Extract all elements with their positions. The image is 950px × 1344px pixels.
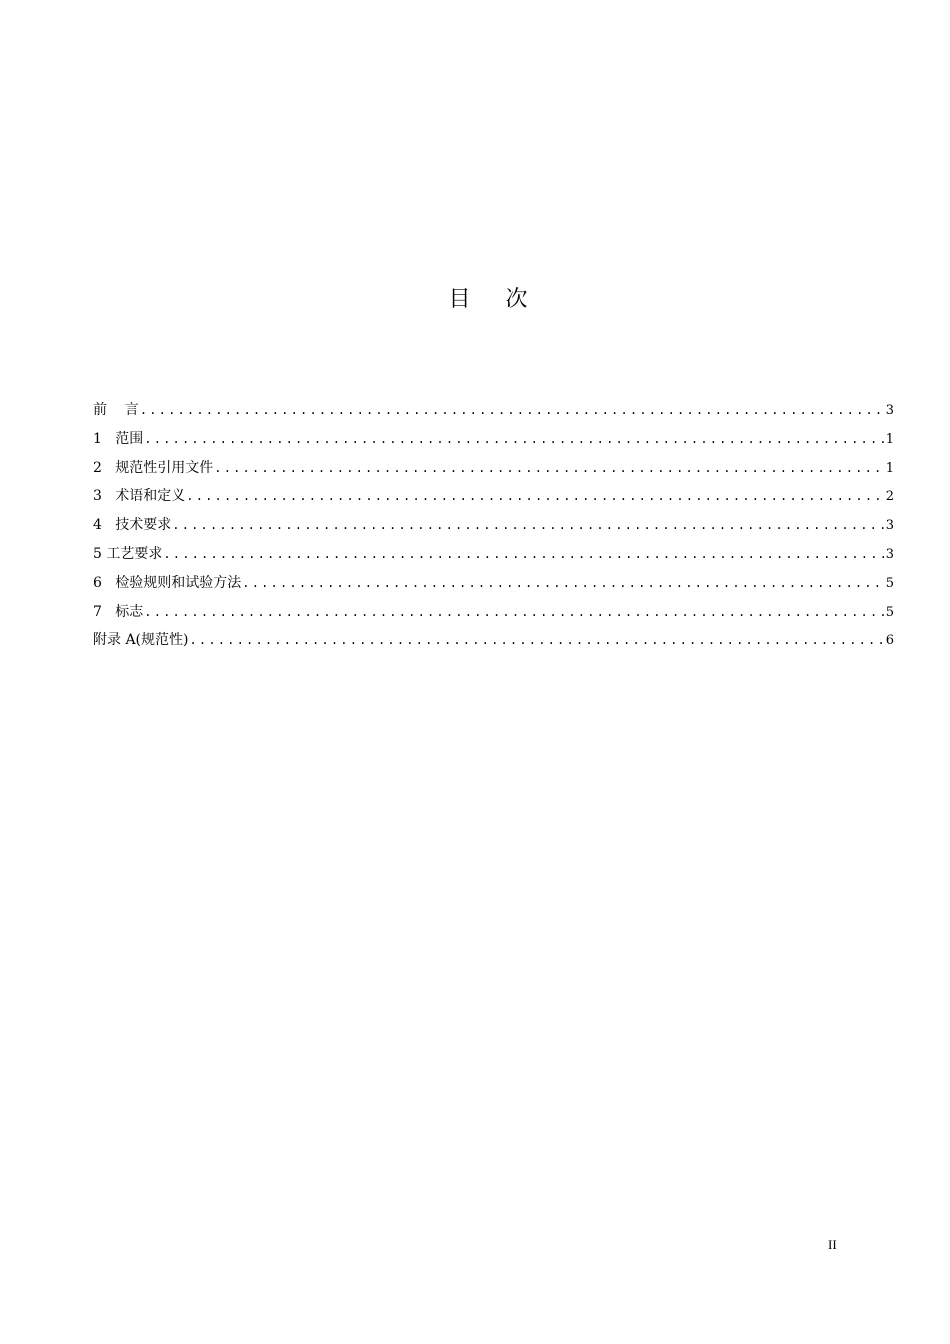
toc-dot-leader <box>163 540 883 569</box>
toc-dot-leader <box>144 598 883 627</box>
toc-entry-page: 1 <box>885 431 894 447</box>
toc-entry-label: 1 范围 <box>93 430 144 447</box>
toc-entry-label: 4 技术要求 <box>93 517 172 534</box>
toc-dot-leader <box>144 425 883 454</box>
toc-dot-leader <box>172 511 883 540</box>
toc-entry-process-requirements[interactable] <box>93 540 894 569</box>
toc-entry-label: 5 工艺要求 <box>93 545 163 562</box>
toc-entry-label: 2 规范性引用文件 <box>93 459 214 476</box>
toc-entry-page: 3 <box>885 403 894 418</box>
toc-dot-leader <box>242 569 883 598</box>
toc-entry-label: 前 言 <box>93 402 139 418</box>
toc-entry-label: 7 标志 <box>93 603 144 620</box>
toc-entry-page: 1 <box>885 460 894 476</box>
toc-entry-page: 3 <box>885 518 894 534</box>
table-of-contents <box>93 396 894 655</box>
toc-entry-page: 3 <box>885 546 894 562</box>
toc-entry-page: 5 <box>885 604 894 620</box>
toc-entry-foreword[interactable] <box>93 396 894 425</box>
toc-entry-label: 3 术语和定义 <box>93 488 186 505</box>
toc-dot-leader <box>214 454 883 483</box>
toc-entry-label: 6 检验规则和试验方法 <box>93 574 242 591</box>
page-number: II <box>828 1237 837 1252</box>
toc-entry-page: 5 <box>885 575 894 591</box>
toc-entry-marking[interactable] <box>93 598 894 627</box>
toc-entry-page: 6 <box>885 633 894 649</box>
toc-dot-leader <box>189 626 883 655</box>
toc-entry-page: 2 <box>885 489 894 505</box>
toc-entry-scope[interactable] <box>93 425 894 454</box>
toc-entry-normative-references[interactable] <box>93 454 894 483</box>
toc-dot-leader <box>186 482 883 511</box>
toc-entry-inspection-test-methods[interactable] <box>93 569 894 598</box>
toc-entry-appendix-a[interactable] <box>93 626 894 655</box>
toc-entry-terms-definitions[interactable] <box>93 482 894 511</box>
toc-dot-leader <box>140 396 884 425</box>
page-title: 目 次 <box>448 287 542 312</box>
toc-entry-label: 附录 A(规范性) <box>93 632 189 649</box>
toc-entry-technical-requirements[interactable] <box>93 511 894 540</box>
